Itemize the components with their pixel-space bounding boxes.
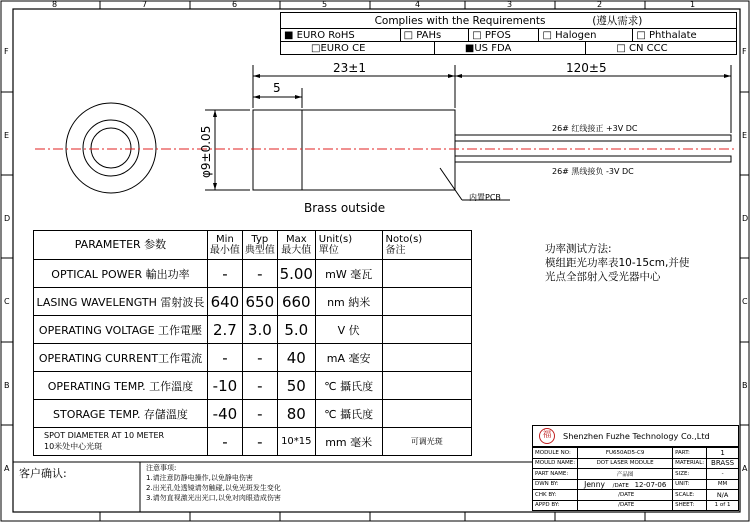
border-letter-f: F bbox=[4, 47, 9, 56]
border-letter-e: E bbox=[4, 131, 10, 140]
param-row bbox=[34, 260, 472, 288]
border-num-6: 6 bbox=[232, 0, 238, 9]
req-us-fda[interactable]: ■US FDA bbox=[434, 42, 585, 55]
param-name: SPOT DIAMETER AT 10 METER 10米处中心光斑 bbox=[34, 428, 208, 456]
param-note bbox=[382, 316, 471, 344]
param-unit: V 伏 bbox=[315, 316, 382, 344]
param-header-unit: Unit(s) 單位 bbox=[315, 231, 382, 260]
tb-scale: N/A bbox=[707, 490, 739, 501]
border-letter-b-right: B bbox=[742, 381, 748, 390]
param-name: OPERATING CURRENT工作電流 bbox=[34, 344, 208, 372]
param-row bbox=[34, 372, 472, 400]
param-note bbox=[382, 400, 471, 428]
param-row bbox=[34, 428, 472, 456]
tb-module-name-label: MOULD NAME: bbox=[533, 458, 578, 469]
tb-part-label: PART: bbox=[673, 448, 707, 459]
param-unit: mm 毫米 bbox=[315, 428, 382, 456]
param-min: - bbox=[207, 260, 242, 288]
param-header-note: Noto(s) 备注 bbox=[382, 231, 471, 260]
req-euro-rohs[interactable]: ■ EURO RoHS bbox=[281, 29, 401, 42]
test-method-line1: 模组距光功率表10-15cm,并使 bbox=[545, 257, 690, 269]
tb-size: - bbox=[707, 469, 739, 480]
req-pahs[interactable]: □ PAHs bbox=[400, 29, 469, 42]
param-name: STORAGE TEMP. 存儲溫度 bbox=[34, 400, 208, 428]
param-row bbox=[34, 344, 472, 372]
param-typ: - bbox=[242, 344, 277, 372]
param-min: - bbox=[207, 428, 242, 456]
param-note bbox=[382, 344, 471, 372]
company-name: Shenzhen Fuzhe Technology Co.,Ltd bbox=[563, 431, 710, 441]
border-letter-d-right: D bbox=[742, 214, 749, 223]
border-letter-c-right: C bbox=[742, 297, 748, 306]
param-typ: - bbox=[242, 260, 277, 288]
param-row bbox=[34, 288, 472, 316]
border-letter-d: D bbox=[4, 214, 11, 223]
border-letter-f-right: F bbox=[742, 47, 747, 56]
requirements-table bbox=[280, 12, 737, 55]
tb-size-label: SIZE: bbox=[673, 469, 707, 480]
wire-black-label: 26# 黑线接负 -3V DC bbox=[552, 167, 634, 176]
param-typ: 3.0 bbox=[242, 316, 277, 344]
req-euro-ce[interactable]: □EURO CE bbox=[281, 42, 435, 55]
tb-unit: MM bbox=[707, 479, 739, 490]
tb-chk-label: CHK BY: bbox=[533, 490, 578, 501]
border-letter-a: A bbox=[4, 464, 10, 473]
requirements-title-en: Complies with the Requirements bbox=[374, 15, 546, 27]
param-header-max: Max 最大值 bbox=[277, 231, 315, 260]
tb-material: BRASS bbox=[707, 458, 739, 469]
tb-dwn-label: DWN BY: bbox=[533, 479, 578, 490]
req-cn-ccc[interactable]: □ CN CCC bbox=[586, 42, 737, 55]
requirements-title bbox=[281, 13, 737, 29]
border-letter-a-right: A bbox=[742, 464, 748, 473]
param-max: 50 bbox=[277, 372, 315, 400]
param-unit: mA 毫安 bbox=[315, 344, 382, 372]
test-method-title: 功率测试方法: bbox=[545, 243, 612, 255]
param-note bbox=[382, 288, 471, 316]
tb-module-name: DOT LASER MODULE bbox=[578, 458, 673, 469]
border-num-3: 3 bbox=[507, 0, 513, 9]
param-max: 660 bbox=[277, 288, 315, 316]
requirements-title-cn: (遵从需求) bbox=[592, 15, 643, 27]
param-typ: - bbox=[242, 428, 277, 456]
param-unit: ℃ 攝氏度 bbox=[315, 372, 382, 400]
param-name: OPERATING TEMP. 工作溫度 bbox=[34, 372, 208, 400]
tb-material-label: MATERIAL: bbox=[673, 458, 707, 469]
param-min: 2.7 bbox=[207, 316, 242, 344]
param-name: LASING WAVELENGTH 雷射波長 bbox=[34, 288, 208, 316]
test-method-line2: 光点全部射入受光器中心 bbox=[545, 271, 661, 283]
notes-title: 注意事项: bbox=[146, 464, 177, 472]
param-header-min: Min 最小值 bbox=[207, 231, 242, 260]
tb-part: 1 bbox=[707, 448, 739, 459]
param-typ: 650 bbox=[242, 288, 277, 316]
tb-sheet: 1 of 1 bbox=[707, 500, 739, 511]
tb-appd-date: /DATE bbox=[578, 500, 673, 511]
param-typ: - bbox=[242, 400, 277, 428]
param-max: 5.0 bbox=[277, 316, 315, 344]
param-row bbox=[34, 316, 472, 344]
border-letter-c: C bbox=[4, 297, 10, 306]
param-header-typ: Typ 典型值 bbox=[242, 231, 277, 260]
param-note bbox=[382, 372, 471, 400]
param-header-row bbox=[34, 231, 472, 260]
tb-module-no: FU650AD5-C9 bbox=[578, 448, 673, 459]
note-line: 3.请勿直视激光出光口,以免对肉眼造成伤害 bbox=[146, 494, 281, 502]
tb-module-no-label: MODULE NO: bbox=[533, 448, 578, 459]
dim-total-length: 23±1 bbox=[333, 61, 366, 75]
note-line: 1.请注意防静电操作,以免静电伤害 bbox=[146, 474, 253, 482]
param-min: -10 bbox=[207, 372, 242, 400]
company-logo: 福 bbox=[539, 428, 555, 444]
param-name: OPTICAL POWER 輸出功率 bbox=[34, 260, 208, 288]
border-num-1: 1 bbox=[690, 0, 696, 9]
front-view bbox=[66, 103, 156, 193]
req-halogen[interactable]: □ Halogen bbox=[539, 29, 633, 42]
param-header-name: PARAMETER 参数 bbox=[34, 231, 208, 260]
pcb-label: 内置PCB bbox=[469, 193, 501, 202]
border-num-5: 5 bbox=[322, 0, 328, 9]
tb-chk-date: /DATE bbox=[578, 490, 673, 501]
border-letter-e-right: E bbox=[742, 131, 748, 140]
param-note bbox=[382, 260, 471, 288]
param-max: 40 bbox=[277, 344, 315, 372]
dim-front-length: 5 bbox=[273, 81, 281, 95]
body-label: Brass outside bbox=[304, 201, 386, 215]
tb-part-name: 产品图 bbox=[578, 469, 673, 480]
border-num-8: 8 bbox=[52, 0, 58, 9]
tb-appd-label: APPD BY: bbox=[533, 500, 578, 511]
tb-part-name-label: PART NAME: bbox=[533, 469, 578, 480]
param-row bbox=[34, 400, 472, 428]
company-header bbox=[532, 425, 739, 447]
parameter-table bbox=[33, 230, 472, 456]
tb-dwn: Jenny /DATE 12-07-06 bbox=[578, 479, 673, 490]
dim-lead-length: 120±5 bbox=[566, 61, 607, 75]
title-block bbox=[532, 447, 739, 511]
side-view bbox=[205, 65, 731, 200]
border-num-2: 2 bbox=[597, 0, 603, 9]
tb-unit-label: UNIT: bbox=[673, 479, 707, 490]
param-unit: nm 納米 bbox=[315, 288, 382, 316]
tb-scale-label: SCALE: bbox=[673, 490, 707, 501]
border-letter-b: B bbox=[4, 381, 10, 390]
param-min: -40 bbox=[207, 400, 242, 428]
param-max: 5.00 bbox=[277, 260, 315, 288]
param-name: OPERATING VOLTAGE 工作電壓 bbox=[34, 316, 208, 344]
param-unit: ℃ 攝氏度 bbox=[315, 400, 382, 428]
param-unit: mW 毫瓦 bbox=[315, 260, 382, 288]
note-line: 2.出光孔处透镜请勿触碰,以免光斑发生变化 bbox=[146, 484, 281, 492]
wire-red-label: 26# 红线接正 +3V DC bbox=[552, 124, 638, 133]
req-phthalate[interactable]: □ Phthalate bbox=[633, 29, 737, 42]
customer-confirm-label: 客户确认: bbox=[19, 467, 67, 480]
tb-sheet-label: SHEET: bbox=[673, 500, 707, 511]
param-max: 80 bbox=[277, 400, 315, 428]
param-min: - bbox=[207, 344, 242, 372]
border-num-7: 7 bbox=[142, 0, 148, 9]
param-note: 可调光斑 bbox=[382, 428, 471, 456]
param-min: 640 bbox=[207, 288, 242, 316]
param-typ: - bbox=[242, 372, 277, 400]
dim-diameter: φ9±0.05 bbox=[199, 125, 213, 178]
req-pfos[interactable]: □ PFOS bbox=[469, 29, 539, 42]
param-max: 10*15 bbox=[277, 428, 315, 456]
border-num-4: 4 bbox=[415, 0, 421, 9]
